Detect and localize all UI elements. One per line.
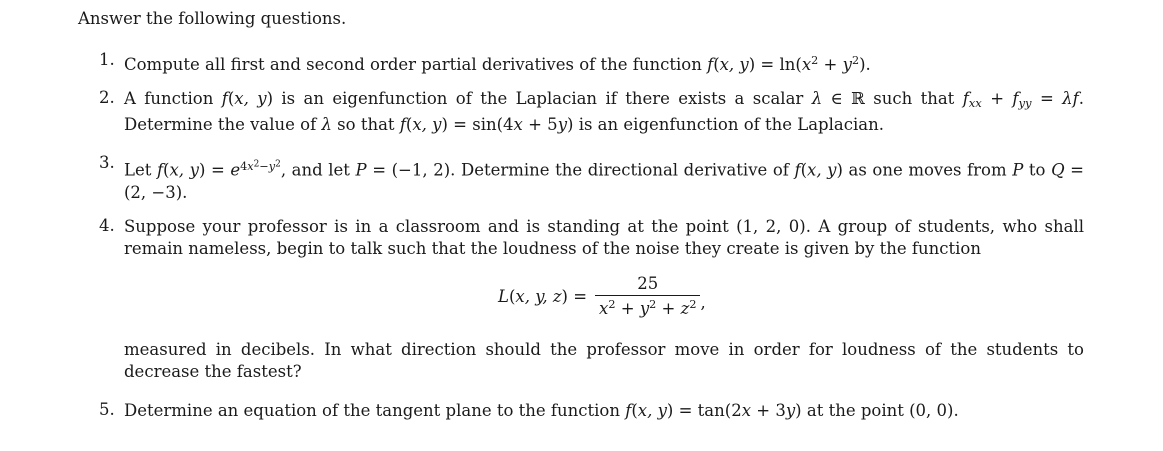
question-5 xyxy=(99,400,1084,422)
question-number: 3. xyxy=(99,153,115,172)
question-number: 1. xyxy=(99,50,115,69)
fraction-denominator: $x^2 + y^2 + z^2$ xyxy=(595,295,700,318)
equation-lhs: L(x, y, z) = xyxy=(498,286,588,306)
fraction-numerator: 25 xyxy=(637,274,659,293)
question-2 xyxy=(99,88,1084,136)
question-text: Suppose your professor is in a classroom and is standing at the point (1, 2, 0). A group of students, who shall remain nameless, begin to talk such that the loudness of the noise they create is given by the function xyxy=(124,217,1084,258)
question-4-continuation: measured in decibels. In what direction should the professor move in order for loudness of the students to decrease the fastest? xyxy=(124,340,1084,381)
loudness-equation xyxy=(498,274,706,318)
question-text: Compute all first and second order partial derivatives of the function f(x, $y) = \ln(x^2 + y^2)$. xyxy=(124,54,871,75)
equation-trail: , xyxy=(700,293,706,313)
question-1 xyxy=(99,50,1084,76)
question-number: 4. xyxy=(99,216,115,235)
instructions: Answer the following questions. xyxy=(78,9,347,28)
question-4 xyxy=(99,216,1084,260)
equation-fraction xyxy=(595,274,700,318)
question-3 xyxy=(99,153,1084,204)
question-number: 2. xyxy=(99,88,115,107)
question-text: Determine an equation of the tangent plane to the function f(x, y) = tan(2x + 3y) at the point (0, 0). xyxy=(124,401,959,420)
question-text: A function f(x, y) is an eigenfunction of the Laplacian if there exists a scalar λ ∈ ℝ such that $f_{xx} + f_{yy} = \lambda f$. Determine the value of λ so that f(x, y) = sin(4x + 5y) is an eigenfunction of the Laplacian. xyxy=(124,89,1084,134)
question-text: Let f(x, $y) = e^{4x^2-y^2}$, and let P = (−1, 2). Determine the directional derivative of f(x, y) as one moves from P to Q = (2, −3). xyxy=(124,159,1085,202)
question-number: 5. xyxy=(99,400,115,419)
